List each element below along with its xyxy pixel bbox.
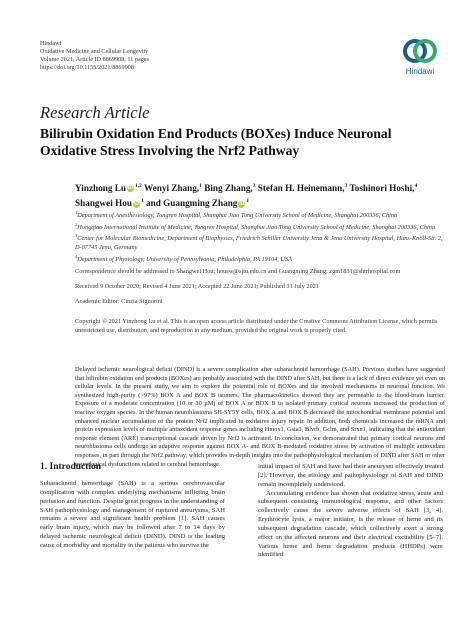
academic-editor: Academic Editor: Cinzia Signorini <box>75 298 163 305</box>
journal-header <box>40 40 149 72</box>
author-name[interactable]: Stefan H. Heinemann, <box>257 183 345 194</box>
journal-name: Oxidative Medicine and Cellular Longevity <box>40 48 149 55</box>
abstract: Delayed ischemic neurological deficit (DIND) is a severe complication after subarachnoid hemorrhage (SAH). Previous studies have suggested that bilirubin oxidation end products (BOXes) are probably associated with the DIND after SAH, but there is a lack of direct evidence yet even on cellular levels. In the present study, we aim to explore the potential role of BOXes and the involved mechanisms in neuronal function. We synthesized high-purity (>97%) BOX A and BOX B isomers. The pharmacokinetics showed they are permeable to the blood-brain barrier. Exposure of a moderate concentration (10 or 30 μM) of BOX A or BOX B to isolated primary cortical neurons increased the production of reactive oxygen species. In the human neuroblastoma SH-SY5Y cells, BOX A and BOX B decreased the mitochondrial membrane potential and enhanced nuclear accumulation of the protein Nrf2 implicated in oxidative injury repair. In addition, both chemicals increased the mRNA and protein expression levels of multiple antioxidant response genes including Hmox1, Gsta3, Blvrb, Gclm, and Srxn1, indicating that the antioxidant response element (ARE) transcriptional cascade driven by Nrf2 is activated. In conclusion, we demonstrated that primary cortical neurons and neuroblastoma cells undergo an adaptive response against BOX A- and BOX B-mediated oxidative stress by activation of multiple antioxidant responses, in part through the Nrf2 pathway, which provides in-depth insights into the pathophysiological mechanism of DIND after SAH or other neurological dysfunctions related to cerebral hemorrhage. <box>75 366 445 468</box>
volume-info: Volume 2021, Article ID 8869908, 11 pages <box>40 56 149 63</box>
affiliation-text: Center for Molecular Biomedicine, Department of Biophysics, Friedrich Schiller University Jena & Jena University Hospital, Hans-Knöll-Str. 2, D-07745 Jena, Germany <box>75 235 443 252</box>
affiliation-list <box>75 209 445 264</box>
correspondence: Correspondence should be addressed to Shangwei Hou; housw@sjtu.edu.cn and Guangming Zhang; zgm1831@shtrhospital.com <box>75 268 401 275</box>
author-affil-sup: 3 <box>344 183 348 189</box>
author-affil-sup: 4 <box>414 183 418 189</box>
affiliation-number: 3 <box>75 233 78 239</box>
author-name[interactable]: Yinzhong Lu <box>75 183 126 194</box>
orcid-icon[interactable]: iD <box>133 200 139 207</box>
affiliation-item <box>75 209 445 221</box>
author-affil-sup: 1 <box>140 198 144 205</box>
paragraph: Subarachnoid hemorrhage (SAH) is a serious cerebrovascular complication with complex underlying mechanisms inflicting brain perfusion and function. Despite great progress in the understanding of SAH pathophysiology and management of ruptured aneurysms, SAH remains a severe and significant health problem [1]. SAH causes early brain injury, which may be followed after 7 to 14 days by delayed ischemic neurological deficit (DIND). DIND is the leading cause of morbidity and mortality in the patients who survive the <box>40 480 225 549</box>
author-conjunction: and <box>145 198 161 209</box>
affiliation-text: Department of Physiology, University of Pennsylvania, Philadelphia, PA 19104, USA <box>77 255 292 263</box>
section-heading: 1. Introduction <box>40 462 102 472</box>
publisher-name: Hindawi <box>40 40 62 47</box>
author-list <box>75 180 445 210</box>
hindawi-rings-icon <box>402 36 438 66</box>
author-affil-sup: 1 <box>199 183 202 189</box>
article-type: Research Article <box>40 103 150 122</box>
authors-line-2 <box>75 195 445 210</box>
paragraph: Accumulating evidence has shown that oxidative stress, acute and subsequent consisting immunological response, and other factors collectively cause the severe adverse effects of SAH [3, 4]. Erythrocyte lysis, a major initiator, is the release of heme and its subsequent degradation cascade, which collectively exert a strong effect on the affected neurons and their electrical excitability [5–7]. Various heme and heme degradation products (HHDPs) were identified <box>258 489 443 559</box>
affiliation-text: Department of Anesthesiology, Tongren Hospital, Shanghai Jiao Tong University School of Medicine, Shanghai 200336, China <box>77 212 398 220</box>
affiliation-number: 1 <box>75 210 78 215</box>
author-affil-sup: 1,2 <box>134 183 142 189</box>
author-name[interactable]: Guangming Zhang <box>163 198 238 209</box>
doi-link[interactable]: https://doi.org/10.1155/2021/8869908 <box>40 64 134 71</box>
author-name[interactable]: Shangwei Hou <box>75 198 132 209</box>
author-name[interactable]: Wenyi Zhang, <box>144 183 200 194</box>
copyright-notice: Copyright © 2021 Yinzhong Lu et al. This is an open access article distributed under the Creative Commons Attribution License, which permits unrestricted use, distribution, and reproduction in any medium, provided the original work is properly cited. <box>75 318 438 334</box>
affiliation-number: 4 <box>75 253 78 259</box>
article-title: Bilirubin Oxidation End Products (BOXes) Induce Neuronal Oxidative Stress Involving the Nrf2 Pathway <box>40 126 392 158</box>
affiliation-item <box>75 221 445 233</box>
logo-text: Hindawi <box>405 67 435 76</box>
affiliation-item <box>75 232 445 252</box>
affiliation-item <box>75 253 445 265</box>
orcid-icon[interactable]: iD <box>127 185 133 192</box>
affiliation-number: 2 <box>75 221 78 227</box>
author-name[interactable]: Toshinori Hoshi, <box>349 183 415 194</box>
paragraph: initial impact of SAH and have had their aneurysm effectively treated [2]. However, the etiology and pathophysiology of SAH and DIND remain incompletely understood. <box>258 463 443 488</box>
body-column-right <box>258 463 443 560</box>
orcid-icon[interactable]: iD <box>239 200 245 207</box>
publication-dates: Received 9 October 2020; Revised 4 June 2021; Accepted 22 June 2021; Published 31 July 2021 <box>75 283 319 290</box>
author-name[interactable]: Bing Zhang, <box>204 183 253 194</box>
affiliation-text: Hongqiao International Institute of Medicine, Tongren Hospital, Shanghai Jiao Tong University School of Medicine, Shanghai 200336, China <box>77 223 436 231</box>
author-affil-sup: 3 <box>252 183 256 189</box>
author-affil-sup: 1 <box>246 198 250 205</box>
body-column-left <box>40 480 225 551</box>
hindawi-logo <box>398 36 442 76</box>
authors-line-1 <box>75 180 445 195</box>
